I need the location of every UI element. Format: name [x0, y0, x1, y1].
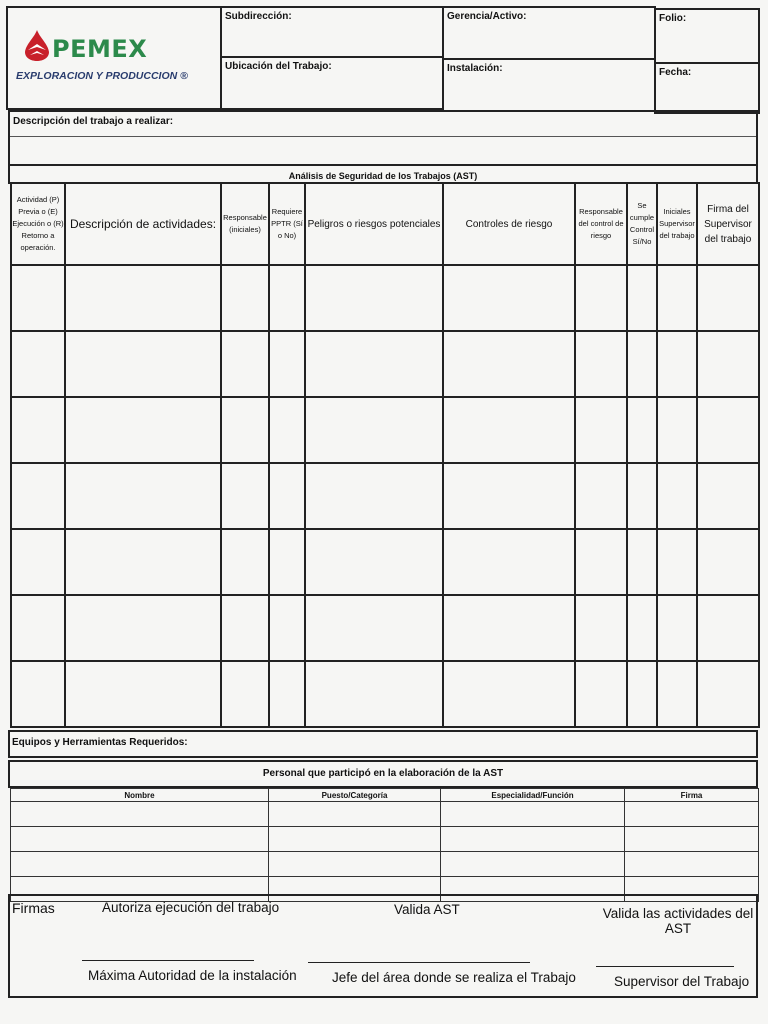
ast-cell[interactable] [305, 331, 443, 397]
personal-title-bar [8, 760, 758, 788]
ast-cell[interactable] [221, 331, 269, 397]
ast-cell[interactable] [221, 661, 269, 727]
valida-ast-label: Valida AST [394, 902, 460, 917]
col-controles: Controles de riesgo [443, 183, 575, 265]
maxima-autoridad-label: Máxima Autoridad de la instalación [88, 968, 297, 983]
ast-cell[interactable] [269, 463, 305, 529]
ast-cell[interactable] [305, 661, 443, 727]
col-requiere-pptr: Requiere PPTR (Sí o No) [269, 183, 305, 265]
ast-cell[interactable] [697, 529, 759, 595]
ast-cell[interactable] [657, 529, 697, 595]
descripcion-trabajo-label: Descripción del trabajo a realizar: [13, 116, 174, 127]
ast-cell[interactable] [657, 397, 697, 463]
logo-subtitle: EXPLORACION Y PRODUCCION ® [16, 70, 188, 82]
ast-cell[interactable] [627, 529, 657, 595]
ast-row [11, 265, 759, 331]
ast-row [11, 529, 759, 595]
ast-row [11, 595, 759, 661]
ast-cell[interactable] [697, 463, 759, 529]
ast-cell[interactable] [269, 595, 305, 661]
ast-cell[interactable] [443, 529, 575, 595]
personal-cell[interactable] [11, 802, 269, 827]
ast-cell[interactable] [575, 331, 627, 397]
personal-body [11, 802, 759, 902]
ast-form [6, 6, 760, 1000]
ast-cell[interactable] [657, 595, 697, 661]
ubicacion-field[interactable] [220, 56, 444, 110]
col-puesto: Puesto/Categoría [269, 789, 441, 802]
ast-cell[interactable] [269, 331, 305, 397]
fecha-label: Fecha: [659, 67, 692, 78]
col-se-cumple: Se cumple Control Sí/No [627, 183, 657, 265]
ast-row [11, 661, 759, 727]
ast-cell[interactable] [627, 463, 657, 529]
ast-cell[interactable] [627, 265, 657, 331]
ast-cell[interactable] [65, 331, 221, 397]
valida-actividades-label: Valida las actividades del AST [602, 906, 754, 936]
ast-row [11, 463, 759, 529]
ast-cell[interactable] [221, 463, 269, 529]
ast-cell[interactable] [627, 331, 657, 397]
ast-cell[interactable] [697, 265, 759, 331]
autoriza-label: Autoriza ejecución del trabajo [102, 900, 280, 915]
ast-cell[interactable] [657, 463, 697, 529]
equipos-field[interactable] [8, 730, 758, 758]
personal-header-row [11, 789, 759, 802]
ast-table [10, 182, 760, 728]
ast-cell[interactable] [443, 265, 575, 331]
subdireccion-label: Subdirección: [225, 11, 292, 22]
personal-cell[interactable] [625, 852, 759, 877]
ast-cell[interactable] [657, 331, 697, 397]
gerencia-label: Gerencia/Activo: [447, 11, 527, 22]
personal-cell[interactable] [269, 852, 441, 877]
col-firma: Firma [625, 789, 759, 802]
ast-cell[interactable] [11, 397, 65, 463]
ast-header-row [11, 183, 759, 265]
ast-cell[interactable] [65, 463, 221, 529]
ast-cell[interactable] [11, 265, 65, 331]
ast-cell[interactable] [575, 265, 627, 331]
col-nombre: Nombre [11, 789, 269, 802]
folio-field[interactable] [654, 8, 760, 64]
ast-cell[interactable] [65, 397, 221, 463]
pemex-eagle-icon [22, 28, 52, 62]
ast-cell[interactable] [443, 331, 575, 397]
ast-cell[interactable] [11, 529, 65, 595]
ast-cell[interactable] [575, 529, 627, 595]
ast-cell[interactable] [697, 397, 759, 463]
equipos-label: Equipos y Herramientas Requeridos: [12, 737, 188, 748]
ast-cell[interactable] [11, 661, 65, 727]
ast-cell[interactable] [11, 331, 65, 397]
ast-cell[interactable] [443, 595, 575, 661]
personal-cell[interactable] [441, 802, 625, 827]
ast-cell[interactable] [65, 529, 221, 595]
ubicacion-label: Ubicación del Trabajo: [225, 61, 332, 72]
col-descripcion: Descripción de actividades: [65, 183, 221, 265]
ast-cell[interactable] [65, 661, 221, 727]
ast-cell[interactable] [575, 463, 627, 529]
col-especialidad: Especialidad/Función [441, 789, 625, 802]
logo-box [6, 6, 222, 110]
personal-cell[interactable] [441, 852, 625, 877]
ast-cell[interactable] [305, 595, 443, 661]
personal-table [10, 788, 759, 902]
ast-cell[interactable] [627, 595, 657, 661]
ast-cell[interactable] [575, 397, 627, 463]
ast-cell[interactable] [11, 595, 65, 661]
col-iniciales-supervisor: Iniciales Supervisor del trabajo [657, 183, 697, 265]
instalacion-field[interactable] [442, 58, 656, 112]
signature-line-maxima-autoridad[interactable] [82, 960, 254, 961]
ast-cell[interactable] [627, 661, 657, 727]
gerencia-field[interactable] [442, 6, 656, 60]
ast-cell[interactable] [221, 529, 269, 595]
ast-cell[interactable] [697, 331, 759, 397]
personal-cell[interactable] [625, 802, 759, 827]
personal-cell[interactable] [441, 827, 625, 852]
ast-cell[interactable] [575, 595, 627, 661]
folio-label: Folio: [659, 13, 687, 24]
ast-title: Análisis de Seguridad de los Trabajos (AST) [288, 171, 478, 181]
ast-cell[interactable] [657, 265, 697, 331]
ast-cell[interactable] [65, 265, 221, 331]
personal-cell[interactable] [269, 802, 441, 827]
ast-cell[interactable] [65, 595, 221, 661]
col-responsable: Responsable (iniciales) [221, 183, 269, 265]
ast-cell[interactable] [305, 529, 443, 595]
ast-cell[interactable] [697, 595, 759, 661]
descripcion-trabajo-field[interactable] [8, 110, 758, 166]
ast-cell[interactable] [269, 265, 305, 331]
personal-cell[interactable] [625, 827, 759, 852]
col-firma-supervisor: Firma del Supervisor del trabajo [697, 183, 759, 265]
ast-cell[interactable] [221, 397, 269, 463]
ast-cell[interactable] [269, 397, 305, 463]
ast-cell[interactable] [269, 529, 305, 595]
ast-cell[interactable] [305, 265, 443, 331]
col-responsable-control: Responsable del control de riesgo [575, 183, 627, 265]
col-peligros: Peligros o riesgos potenciales [305, 183, 443, 265]
personal-row [11, 802, 759, 827]
fecha-field[interactable] [654, 62, 760, 114]
ast-cell[interactable] [443, 397, 575, 463]
personal-cell[interactable] [269, 827, 441, 852]
logo-name: PEMEX [52, 35, 148, 63]
descripcion-divider [10, 136, 756, 137]
ast-cell[interactable] [443, 661, 575, 727]
ast-cell[interactable] [657, 661, 697, 727]
ast-cell[interactable] [443, 463, 575, 529]
ast-cell[interactable] [221, 265, 269, 331]
firmas-block [8, 894, 758, 998]
personal-row [11, 852, 759, 877]
personal-cell[interactable] [11, 852, 269, 877]
personal-title: Personal que participó en la elaboración de la AST [262, 768, 504, 779]
signature-line-supervisor[interactable] [596, 966, 734, 967]
personal-cell[interactable] [11, 827, 269, 852]
supervisor-label: Supervisor del Trabajo [614, 974, 750, 989]
ast-title-bar [8, 164, 758, 184]
col-actividad: Actividad (P) Previa o (E) Ejecución o (R) Retorno a operación. [11, 183, 65, 265]
instalacion-label: Instalación: [447, 63, 503, 74]
ast-cell[interactable] [697, 661, 759, 727]
ast-cell[interactable] [627, 397, 657, 463]
ast-cell[interactable] [305, 463, 443, 529]
ast-cell[interactable] [11, 463, 65, 529]
ast-cell[interactable] [305, 397, 443, 463]
jefe-area-label: Jefe del área donde se realiza el Trabajo [332, 970, 576, 985]
ast-cell[interactable] [221, 595, 269, 661]
ast-row [11, 397, 759, 463]
personal-row [11, 827, 759, 852]
ast-cell[interactable] [269, 661, 305, 727]
firmas-label: Firmas [12, 900, 55, 916]
ast-cell[interactable] [575, 661, 627, 727]
ast-row [11, 331, 759, 397]
ast-body [11, 265, 759, 727]
signature-line-jefe-area[interactable] [308, 962, 530, 963]
subdireccion-field[interactable] [220, 6, 444, 58]
